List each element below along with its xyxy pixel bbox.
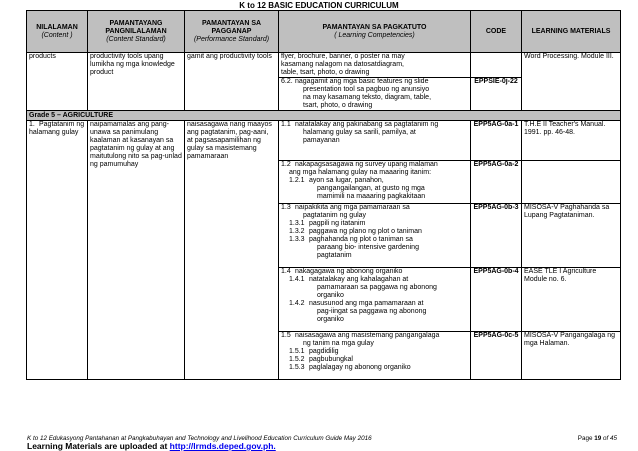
cell-content-standard: naipamamalas ang pang-unawa sa panimulang kaalaman at kasanayan sa pagtatanim ng gulay at ang maitutulong nito sa pag-unlad ng pamumuhay xyxy=(88,121,185,380)
grade-band: Grade 5 – AGRICULTURE xyxy=(27,111,621,121)
cell-materials: Word Processing. Module III. xyxy=(522,53,621,111)
learning-materials-note: Learning Materials are uploaded at http://lrmds.deped.gov.ph. xyxy=(27,441,276,451)
table-row xyxy=(27,121,621,161)
cell-materials: MISOSA-V Paghahanda sa Lupang Pagtataniman. xyxy=(522,204,621,268)
cell-competency: 1.2 nakapagsasagawa ng survey upang malaman ang mga halamang gulay na maaaring itanim: 1.2.1 ayon sa lugar, panahon, pangangailangan, at gusto ng mga mamimili na maaaring pagkakitaan xyxy=(279,161,471,204)
header-code: CODE xyxy=(471,11,522,53)
cell-materials xyxy=(522,161,621,204)
cell-competency: 1.4 nakagagawa ng abonong organiko 1.4.1 natatalakay ang kahalagahan at pamamaraan sa paggawa ng abonong organiko 1.4.2 nasusunod ang mga pamamaraan at pag-iingat sa paggawa ng abonong organiko xyxy=(279,268,471,332)
cell-competency: 1.5 naisasagawa ang masistemang pangangalaga ng tanim na mga gulay 1.5.1 pagdidilig 1.5.2 pagbubungkal 1.5.3 paglalagay ng abonong organiko xyxy=(279,332,471,380)
header-learning-materials: LEARNING MATERIALS xyxy=(522,11,621,53)
cell-code: EPP5AG-0a-2 xyxy=(471,161,522,204)
header-content-standard: PAMANTAYANG PANGNILALAMAN (Content Standard) xyxy=(88,11,185,53)
cell-performance-standard: gamit ang productivity tools xyxy=(185,53,279,111)
cell-content-standard: productivity tools upang lumikha ng mga knowledge product xyxy=(88,53,185,111)
header-content: NILALAMAN (Content ) xyxy=(27,11,88,53)
cell-code: EPPSIE-0j-22 xyxy=(471,78,522,111)
cell-code: EPP5AG-0a-1 xyxy=(471,121,522,161)
cell-competency: flyer, brochure, banner, o poster na may kasamang nalagom na datosatdiagram, table, tsart, photo, o drawing xyxy=(279,53,471,78)
page-number: Page 19 of 45 xyxy=(577,435,617,442)
footer-text: K to 12 Edukasyong Pantahanan at Pangkabuhayan and Technology and Livelihood Education Curriculum Guide May 2016 xyxy=(27,435,372,442)
cell-content: 1. Pagtatanim ng halamang gulay xyxy=(27,121,88,380)
page-title: K to 12 BASIC EDUCATION CURRICULUM xyxy=(239,1,399,10)
cell-materials: MISOSA-V Pangangalaga ng mga Halaman. xyxy=(522,332,621,380)
cell-performance-standard: naisasagawa nang maayos ang pagtatanim, pag-aani, at pagsasapamilihan ng gulay sa masistemang pamamaraan xyxy=(185,121,279,380)
cell-materials: T.H.E II Teacher's Manual. 1991. pp. 46-48. xyxy=(522,121,621,161)
cell-content: products xyxy=(27,53,88,111)
table-row xyxy=(27,53,621,78)
cell-code: EPP5AG-0c-5 xyxy=(471,332,522,380)
grade-band-row xyxy=(27,111,621,121)
cell-code: EPP5AG-0b-3 xyxy=(471,204,522,268)
cell-competency: 1.3 naipakikita ang mga pamamaraan sa pagtatanim ng gulay 1.3.1 pagpili ng itatanim 1.3.2 paggawa ng plano ng plot o taniman 1.3.3 paghahanda ng plot o taniman sa paraang bio- intensive gardening pagtatanim xyxy=(279,204,471,268)
curriculum-table xyxy=(26,10,621,380)
cell-code: EPP5AG-0b-4 xyxy=(471,268,522,332)
cell-materials: EASE TLE I Agriculture Module no. 6. xyxy=(522,268,621,332)
cell-competency: 1.1 natatalakay ang pakinabang sa pagtatanim ng halamang gulay sa sarili, pamilya, at pamayanan xyxy=(279,121,471,161)
cell-competency: 6.2. nagagamit ang mga basic features ng slide presentation tool sa pagbuo ng anunsiyo na may kasamang teksto, diagram, table, tsart, photo, o drawing xyxy=(279,78,471,111)
lrmds-link[interactable]: http://lrmds.deped.gov.ph. xyxy=(169,441,276,451)
header-learning-competencies: PAMANTAYAN SA PAGKATUTO ( Learning Competencies) xyxy=(279,11,471,53)
table-header-row xyxy=(27,11,621,53)
header-performance-standard: PAMANTAYAN SA PAGGANAP (Performance Standard) xyxy=(185,11,279,53)
cell-code xyxy=(471,53,522,78)
